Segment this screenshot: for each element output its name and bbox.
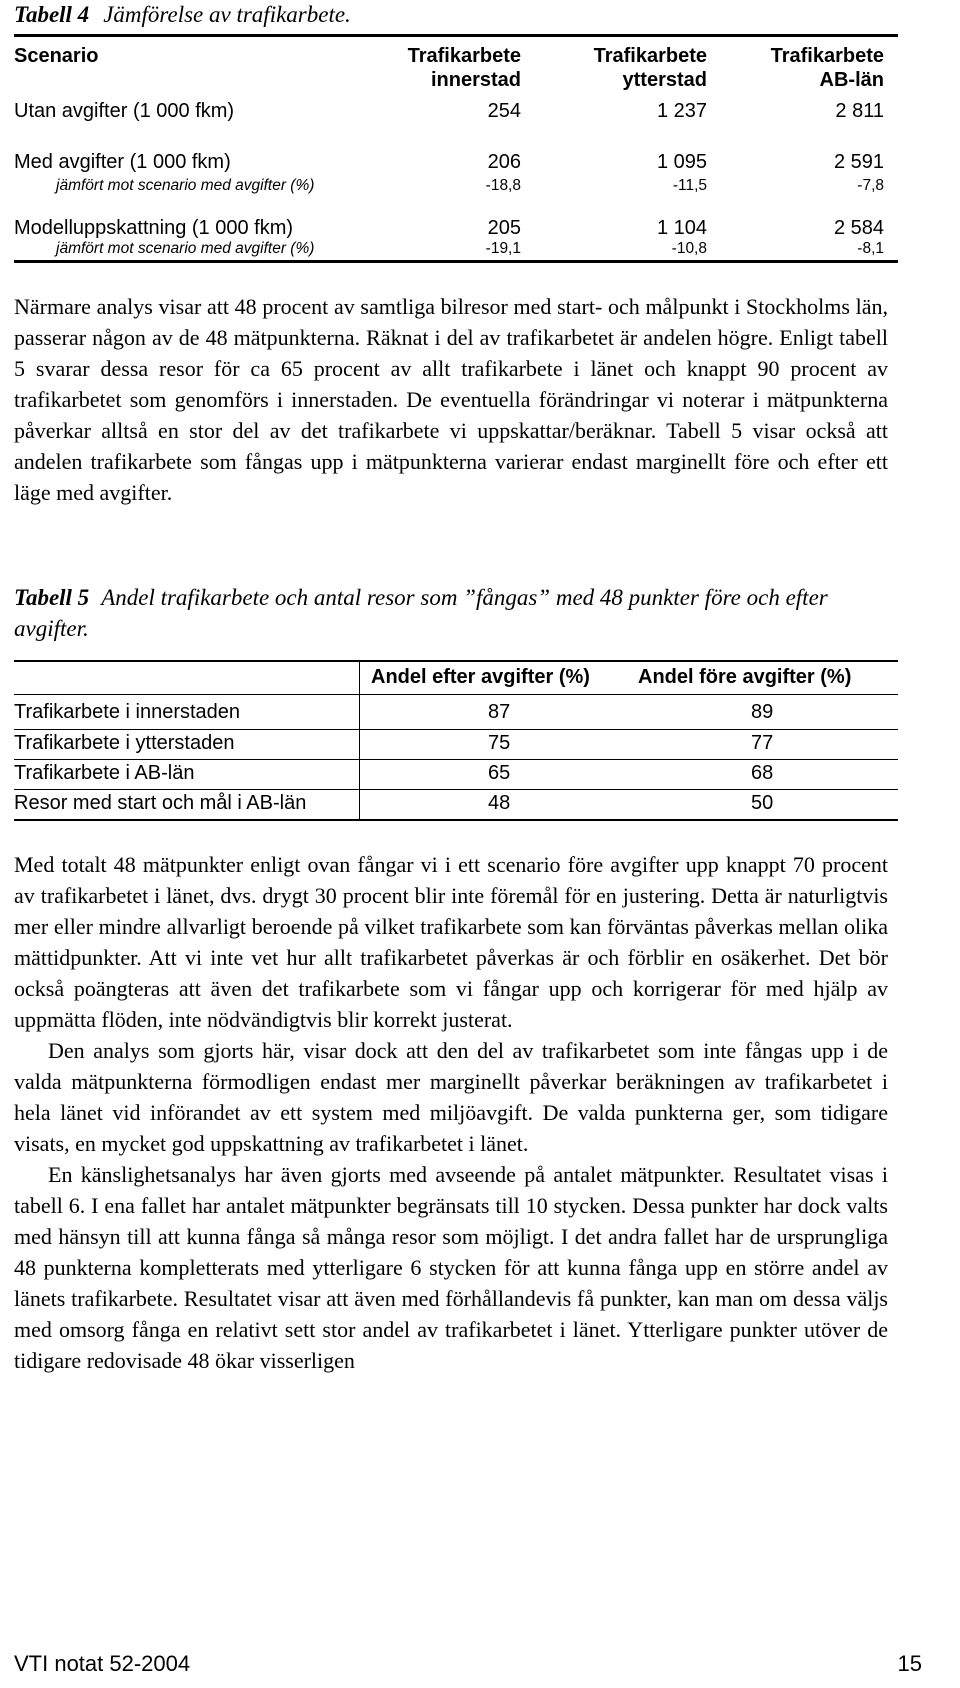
table4-row-label: Utan avgifter (1 000 fkm) (14, 100, 235, 122)
table5-row-label: Resor med start och mål i AB-län (14, 792, 307, 814)
table5-column-divider (359, 660, 360, 820)
table5-row-rule (14, 729, 898, 730)
table4-header-ablan-l2: AB-län (819, 69, 884, 91)
table5-cell-before: 89 (751, 701, 774, 723)
table5-caption-number: Tabell 5 (14, 585, 90, 610)
table5-bottom-rule (14, 819, 898, 821)
table4-cell: 205 (487, 217, 521, 239)
table4-cell: 1 104 (656, 217, 707, 239)
table4-header-ablan-l1: Trafikarbete (770, 45, 884, 67)
table5-cell-after: 48 (488, 792, 511, 814)
table5-row-label: Trafikarbete i AB-län (14, 762, 195, 784)
paragraph-text: Närmare analys visar att 48 procent av samtliga bilresor med start- och målpunkt i Stockholms län, passerar någon av de 48 mätpunkterna. Räknat i del av trafikarbetet är andelen högre. Enligt tabell 5 svarar dessa resor för ca 65 procent av allt trafikarbete i länet och knappt 90 procent av trafikarbetet som genomförs i innerstaden. De eventuella förändringar vi noterar i mätpunkterna påverkar alltså en stor del av det trafikarbete vi uppskattar/beräknar. Tabell 5 visar också att andelen trafikarbete som fångas upp i mätpunkterna varierar endast marginellt före och efter ett läge med avgifter. (14, 294, 888, 505)
table5-caption (14, 582, 888, 644)
table4-cell: 254 (487, 100, 521, 122)
table4-cell: 2 584 (833, 217, 884, 239)
table4-cell: 1 095 (656, 151, 707, 173)
table5-row-label: Trafikarbete i ytterstaden (14, 732, 235, 754)
body-paragraph-1 (14, 291, 888, 508)
footer-page-number: 15 (897, 1651, 922, 1676)
table4-cell: 2 591 (833, 151, 884, 173)
body-paragraphs (14, 849, 888, 1376)
table5-cell-after: 87 (488, 701, 511, 723)
table4-row-label: Modelluppskattning (1 000 fkm) (14, 217, 294, 239)
table4-cell: -8,1 (857, 240, 884, 257)
table5-cell-after: 65 (488, 762, 511, 784)
table4-cell: -10,8 (671, 240, 707, 257)
table4-caption (14, 0, 351, 30)
table5-header-after: Andel efter avgifter (%) (371, 666, 590, 688)
table5-header-before: Andel före avgifter (%) (638, 666, 852, 688)
footer-publication: VTI notat 52-2004 (14, 1651, 191, 1676)
table4-cell: -7,8 (857, 177, 884, 194)
body-paragraph-3: Den analys som gjorts här, visar dock att den del av trafikarbetet som inte fångas upp i de valda mätpunkterna förmodligen endast mer marginellt påverkar beräkningen av trafikarbetet i hela länet vid införandet av ett system med miljöavgift. De valda punkterna ger, som tidigare visats, en mycket god uppskattning av trafikarbetet i länet. (14, 1038, 888, 1156)
table4-header-ytterstad-l2: ytterstad (622, 69, 707, 91)
table4-cell: 2 811 (835, 100, 884, 122)
table4-header-innerstad-l2: innerstad (430, 69, 521, 91)
body-paragraph-2: Med totalt 48 mätpunkter enligt ovan fångar vi i ett scenario före avgifter upp knappt 70 procent av trafikarbetet i länet, dvs. drygt 30 procent blir inte föremål för en justering. Detta är naturligtvis mer eller mindre allvarligt beroende på vilket trafikarbete som kan förväntas påverkas mellan olika mättidpunkter. Att vi inte vet hur allt trafikarbetet påverkas är och förblir en osäkerhet. Det bör också poängteras att även det trafikarbete som vi fångar upp och korrigerar för med hjälp av uppmätta flöden, inte nödvändigtvis blir korrekt justerat. (14, 852, 888, 1032)
table4-cell: 1 237 (656, 100, 707, 122)
table4-bottom-rule (14, 260, 898, 263)
table4-row-sublabel: jämfört mot scenario med avgifter (%) (56, 177, 315, 194)
table4-cell: -11,5 (672, 177, 707, 194)
table5-cell-before: 68 (751, 762, 774, 784)
table4-row-sublabel: jämfört mot scenario med avgifter (%) (56, 240, 315, 257)
table4-caption-title: Jämförelse av trafikarbete. (103, 2, 351, 27)
table4-cell: -19,1 (485, 240, 521, 257)
table5-cell-before: 77 (751, 732, 774, 754)
body-paragraph-4: En känslighetsanalys har även gjorts med avseende på antalet mätpunkter. Resultatet visas i tabell 6. I ena fallet har antalet mätpunkter begränsats till 10 stycken. Dessa punkter har dock valts med hänsyn till att kunna fånga så många resor som möjligt. I det andra fallet har de ursprungliga 48 punkterna kompletterats med ytterligare 6 stycken för att kunna fånga upp en större andel av länets trafikarbete. Resultatet visar att även med förhållandevis få punkter, kan man om dessa väljs med omsorg fånga en relativt sett stor andel av trafikarbetet i länet. Ytterligare punkter utöver de tidigare redovisade 48 ökar visserligen (14, 1162, 888, 1373)
table5-caption-title: Andel trafikarbete och antal resor som ”fångas” med 48 punkter före och efter avgifter. (14, 585, 828, 641)
table5-row-rule (14, 759, 898, 760)
table5-header-rule (14, 694, 898, 695)
table4-row-label: Med avgifter (1 000 fkm) (14, 151, 231, 173)
table5-row-label: Trafikarbete i innerstaden (14, 701, 241, 723)
table4-caption-number: Tabell 4 (14, 2, 90, 27)
table4-cell: 206 (487, 151, 521, 173)
table4-header-innerstad-l1: Trafikarbete (407, 45, 521, 67)
table5-row-rule (14, 789, 898, 790)
table5-cell-before: 50 (751, 792, 774, 814)
table4-cell: -18,8 (485, 177, 521, 194)
table4-top-rule (14, 34, 898, 37)
table5-cell-after: 75 (488, 732, 511, 754)
table4-header-ytterstad-l1: Trafikarbete (593, 45, 707, 67)
table4-header-scenario: Scenario (14, 45, 99, 67)
table5-top-rule (14, 660, 898, 662)
